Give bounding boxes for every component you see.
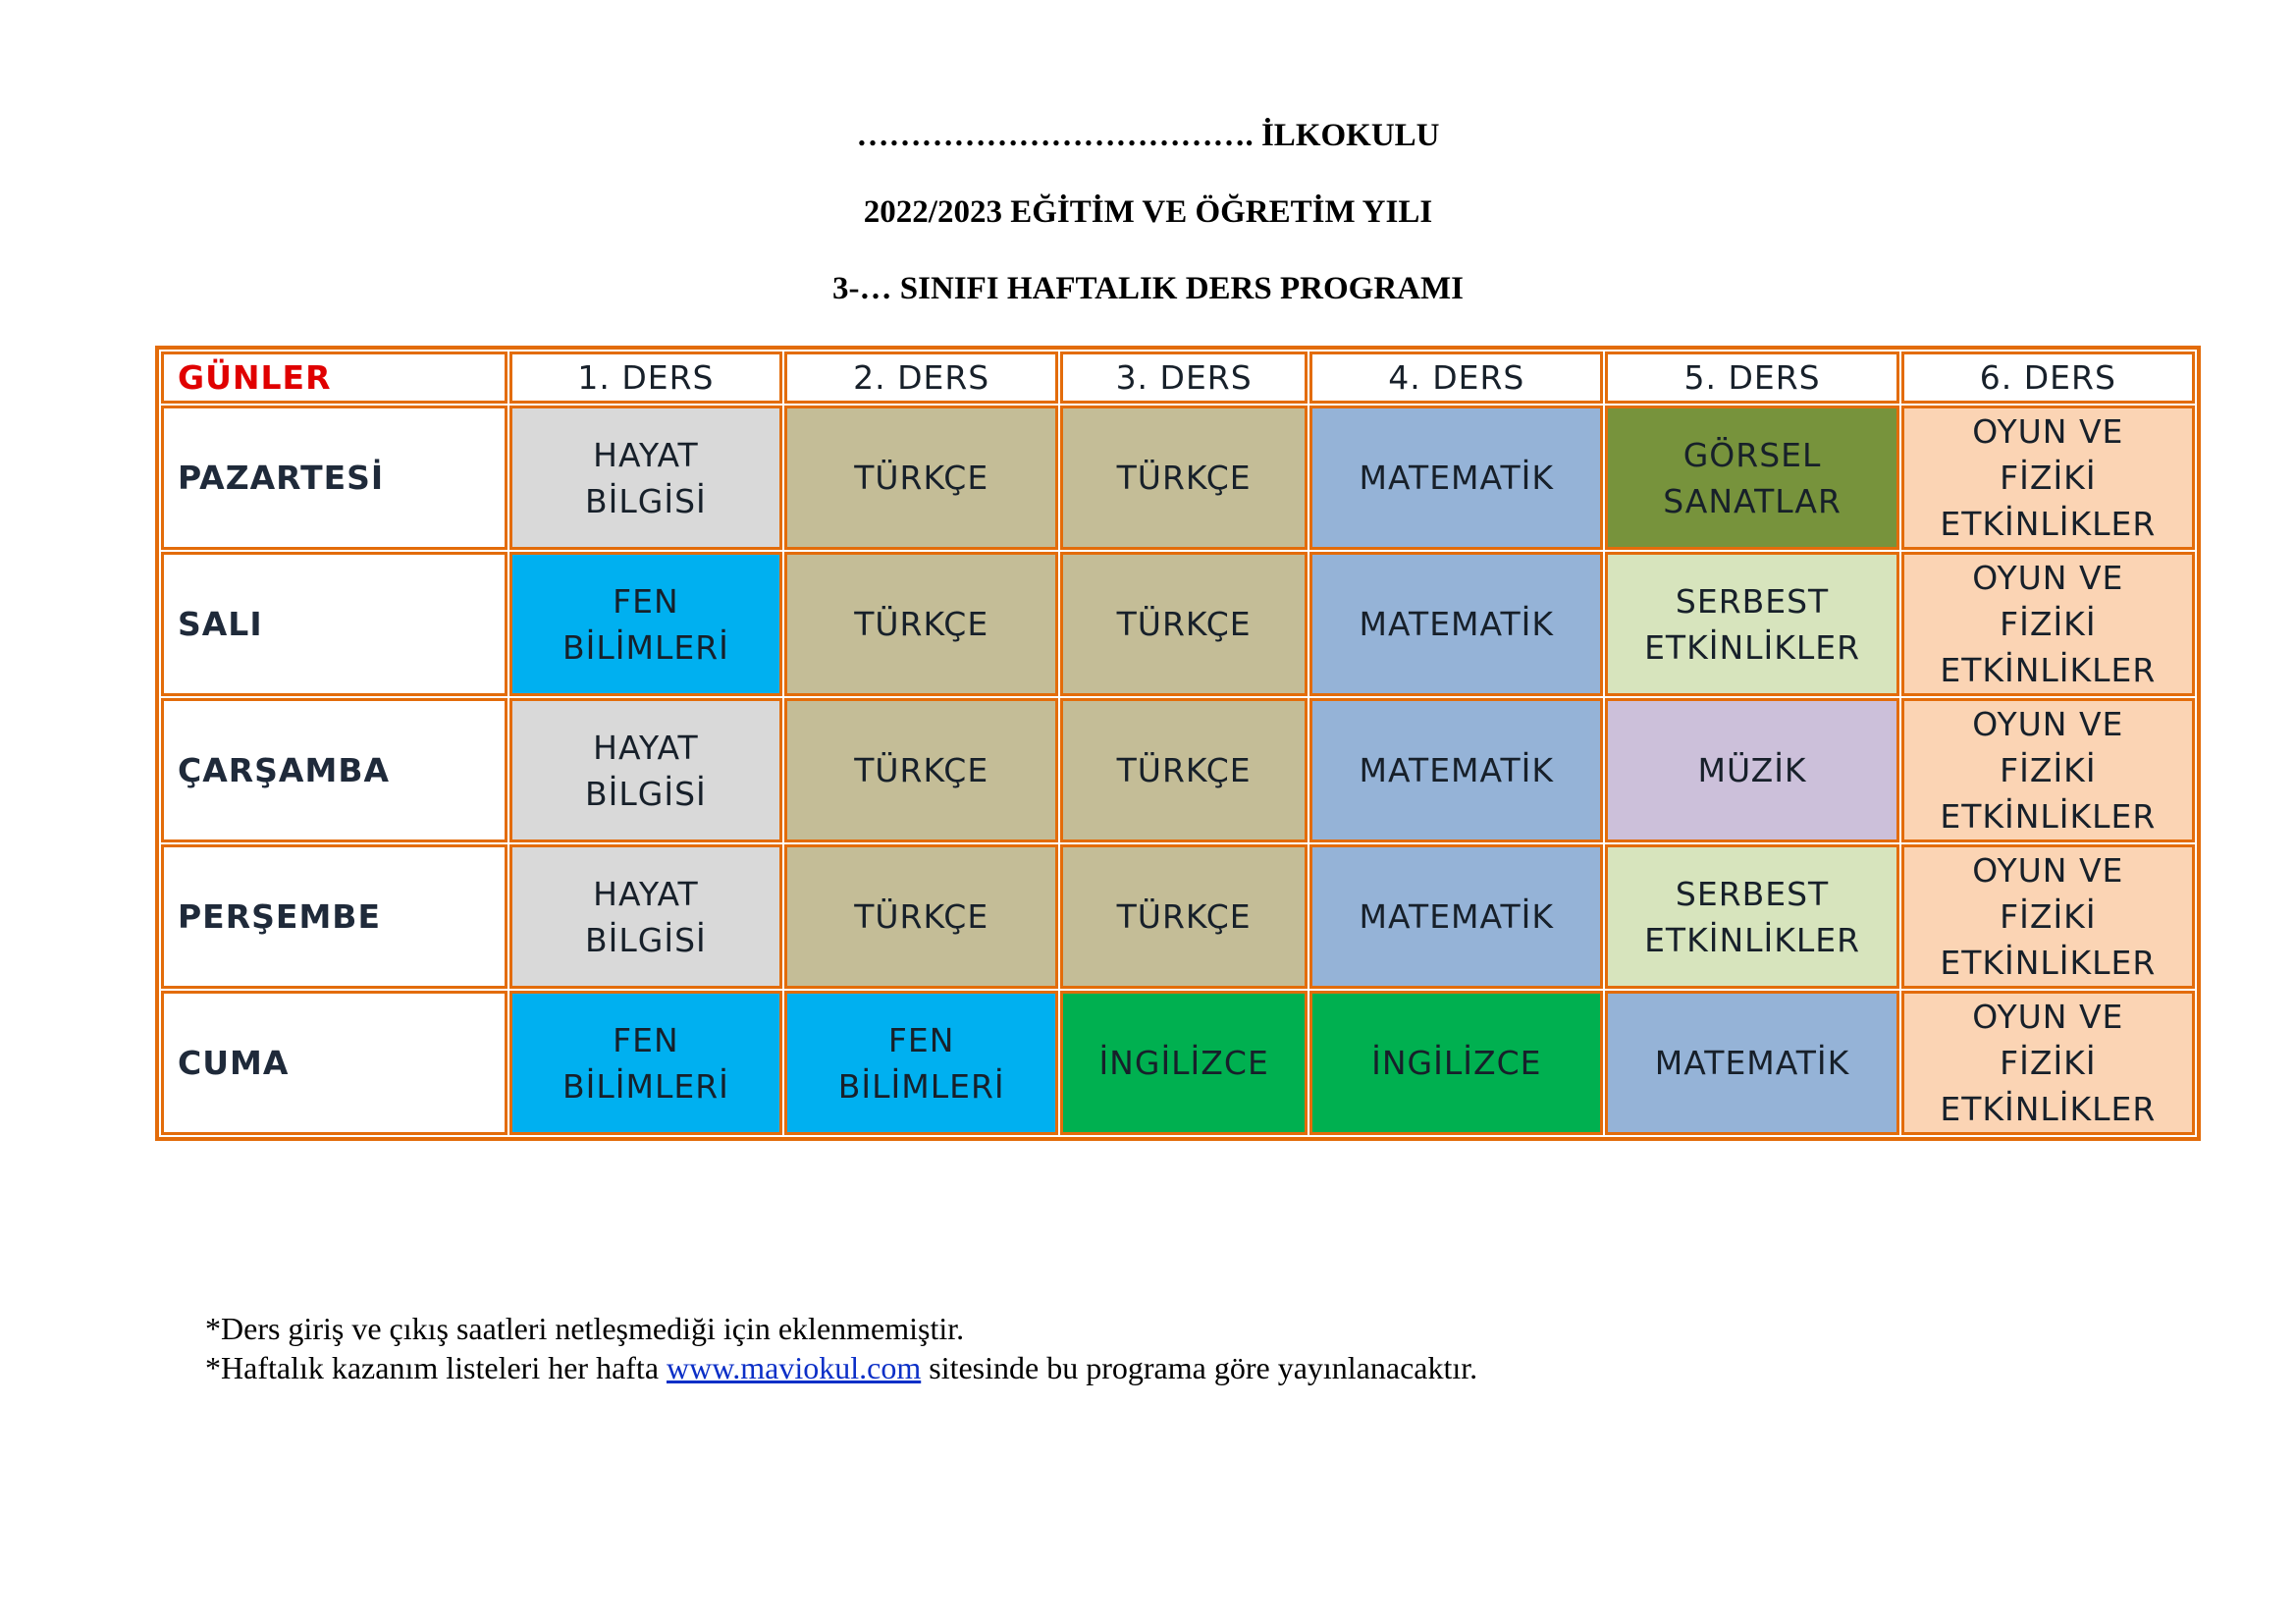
lesson-line: BİLGİSİ bbox=[585, 774, 707, 813]
lesson-header-6: 6. DERS bbox=[1901, 352, 2195, 404]
footnote-hours: *Ders giriş ve çıkış saatleri netleşmediği için eklenmemiştir. bbox=[205, 1311, 965, 1346]
lesson-header-2: 2. DERS bbox=[784, 352, 1058, 404]
lesson-line: OYUN VE bbox=[1972, 705, 2124, 743]
lesson-line: İNGİLİZCE bbox=[1098, 1044, 1269, 1082]
lesson-line: ETKİNLİKLER bbox=[1940, 1090, 2157, 1128]
footnote-weekly-lists bbox=[205, 1349, 1477, 1386]
lesson-line: SERBEST bbox=[1675, 874, 1830, 913]
table-row bbox=[161, 552, 2195, 696]
lesson-line: SERBEST bbox=[1675, 581, 1830, 621]
lesson-cell bbox=[1605, 698, 1898, 842]
lesson-line: TÜRKÇE bbox=[1116, 459, 1252, 497]
lesson-line: FEN bbox=[613, 1020, 679, 1059]
lesson-line: ETKİNLİKLER bbox=[1940, 944, 2157, 982]
lesson-line: FEN bbox=[613, 581, 679, 621]
day-name: SALI bbox=[161, 552, 507, 696]
lesson-cell bbox=[1901, 552, 2195, 696]
lesson-cell bbox=[784, 552, 1058, 696]
lesson-cell bbox=[1309, 698, 1603, 842]
lesson-cell bbox=[1605, 552, 1898, 696]
header-row bbox=[161, 352, 2195, 404]
schedule-title-heading: 3-… SINIFI HAFTALIK DERS PROGRAMI bbox=[832, 271, 1464, 306]
academic-year-heading: 2022/2023 EĞİTİM VE ÖĞRETİM YILI bbox=[863, 194, 1433, 230]
lesson-line: TÜRKÇE bbox=[1116, 751, 1252, 789]
lesson-line: FİZİKİ bbox=[2000, 1044, 2097, 1082]
lesson-cell bbox=[1309, 991, 1603, 1135]
lesson-cell bbox=[1605, 844, 1898, 989]
lesson-line: BİLİMLERİ bbox=[562, 1066, 729, 1106]
lesson-cell bbox=[1060, 844, 1308, 989]
lesson-line: MATEMATİK bbox=[1359, 897, 1555, 936]
lesson-line: OYUN VE bbox=[1972, 851, 2124, 890]
lesson-line: İNGİLİZCE bbox=[1371, 1044, 1542, 1082]
lesson-line: ETKİNLİKLER bbox=[1940, 505, 2157, 543]
lesson-line: BİLİMLERİ bbox=[562, 627, 729, 667]
school-name-heading: ………………………………. İLKOKULU bbox=[856, 118, 1440, 153]
lesson-cell bbox=[1309, 552, 1603, 696]
lesson-line: FİZİKİ bbox=[2000, 459, 2097, 497]
table-row bbox=[161, 406, 2195, 550]
lesson-line: FİZİKİ bbox=[2000, 605, 2097, 643]
table-row bbox=[161, 844, 2195, 989]
lesson-cell bbox=[1901, 991, 2195, 1135]
lesson-line: OYUN VE bbox=[1972, 412, 2124, 451]
lesson-line: FİZİKİ bbox=[2000, 751, 2097, 789]
day-name: CUMA bbox=[161, 991, 507, 1135]
lesson-cell bbox=[784, 991, 1058, 1135]
lesson-header-1: 1. DERS bbox=[509, 352, 783, 404]
maviokul-link[interactable]: www.maviokul.com bbox=[667, 1350, 922, 1385]
lesson-cell bbox=[1060, 698, 1308, 842]
lesson-line: TÜRKÇE bbox=[1116, 605, 1252, 643]
lesson-line: TÜRKÇE bbox=[1116, 897, 1252, 936]
day-name: ÇARŞAMBA bbox=[161, 698, 507, 842]
weekly-schedule-table bbox=[155, 346, 2201, 1141]
lesson-cell bbox=[1060, 991, 1308, 1135]
lesson-cell bbox=[509, 406, 783, 550]
lesson-line: BİLGİSİ bbox=[585, 481, 707, 520]
lesson-line: HAYAT bbox=[593, 435, 699, 474]
lesson-line: ETKİNLİKLER bbox=[1940, 797, 2157, 836]
lesson-header-5: 5. DERS bbox=[1605, 352, 1898, 404]
lesson-line: MÜZİK bbox=[1697, 751, 1807, 789]
schedule-body bbox=[161, 352, 2195, 1135]
footnote-text-before: *Haftalık kazanım listeleri her hafta bbox=[205, 1350, 667, 1385]
lesson-header-3: 3. DERS bbox=[1060, 352, 1308, 404]
day-name: PAZARTESİ bbox=[161, 406, 507, 550]
lesson-line: BİLGİSİ bbox=[585, 920, 707, 959]
lesson-cell bbox=[1060, 552, 1308, 696]
lesson-line: TÜRKÇE bbox=[854, 897, 989, 936]
lesson-cell bbox=[1309, 844, 1603, 989]
lesson-line: MATEMATİK bbox=[1359, 605, 1555, 643]
lesson-line: ETKİNLİKLER bbox=[1644, 920, 1861, 959]
lesson-line: FİZİKİ bbox=[2000, 897, 2097, 936]
lesson-cell bbox=[1309, 406, 1603, 550]
table-row bbox=[161, 698, 2195, 842]
lesson-line: FEN bbox=[887, 1020, 955, 1059]
footnote-text-after: sitesinde bu programa göre yayınlanacaktır. bbox=[921, 1350, 1478, 1385]
lesson-line: HAYAT bbox=[593, 874, 699, 913]
lesson-cell bbox=[1605, 991, 1898, 1135]
lesson-line: TÜRKÇE bbox=[854, 459, 989, 497]
lesson-cell bbox=[1901, 698, 2195, 842]
lesson-line: OYUN VE bbox=[1972, 998, 2124, 1036]
lesson-cell bbox=[1605, 406, 1898, 550]
lesson-line: ETKİNLİKLER bbox=[1644, 627, 1861, 667]
lesson-cell bbox=[784, 406, 1058, 550]
lesson-line: MATEMATİK bbox=[1359, 459, 1555, 497]
lesson-line: GÖRSEL bbox=[1682, 435, 1822, 474]
table-row bbox=[161, 991, 2195, 1135]
lesson-line: OYUN VE bbox=[1972, 559, 2124, 597]
lesson-header-4: 4. DERS bbox=[1309, 352, 1603, 404]
lesson-cell bbox=[1901, 406, 2195, 550]
lesson-cell bbox=[1060, 406, 1308, 550]
lesson-line: BİLİMLERİ bbox=[837, 1066, 1005, 1106]
lesson-line: MATEMATİK bbox=[1654, 1044, 1850, 1082]
lesson-line: HAYAT bbox=[593, 728, 699, 767]
lesson-cell bbox=[784, 698, 1058, 842]
lesson-cell bbox=[1901, 844, 2195, 989]
lesson-cell bbox=[509, 991, 783, 1135]
lesson-line: ETKİNLİKLER bbox=[1940, 651, 2157, 689]
lesson-cell bbox=[784, 844, 1058, 989]
lesson-cell bbox=[509, 844, 783, 989]
lesson-line: MATEMATİK bbox=[1359, 751, 1555, 789]
day-name: PERŞEMBE bbox=[161, 844, 507, 989]
lesson-line: TÜRKÇE bbox=[854, 605, 989, 643]
days-header: GÜNLER bbox=[161, 352, 507, 404]
lesson-line: TÜRKÇE bbox=[854, 751, 989, 789]
lesson-cell bbox=[509, 698, 783, 842]
lesson-cell bbox=[509, 552, 783, 696]
lesson-line: SANATLAR bbox=[1663, 481, 1842, 520]
